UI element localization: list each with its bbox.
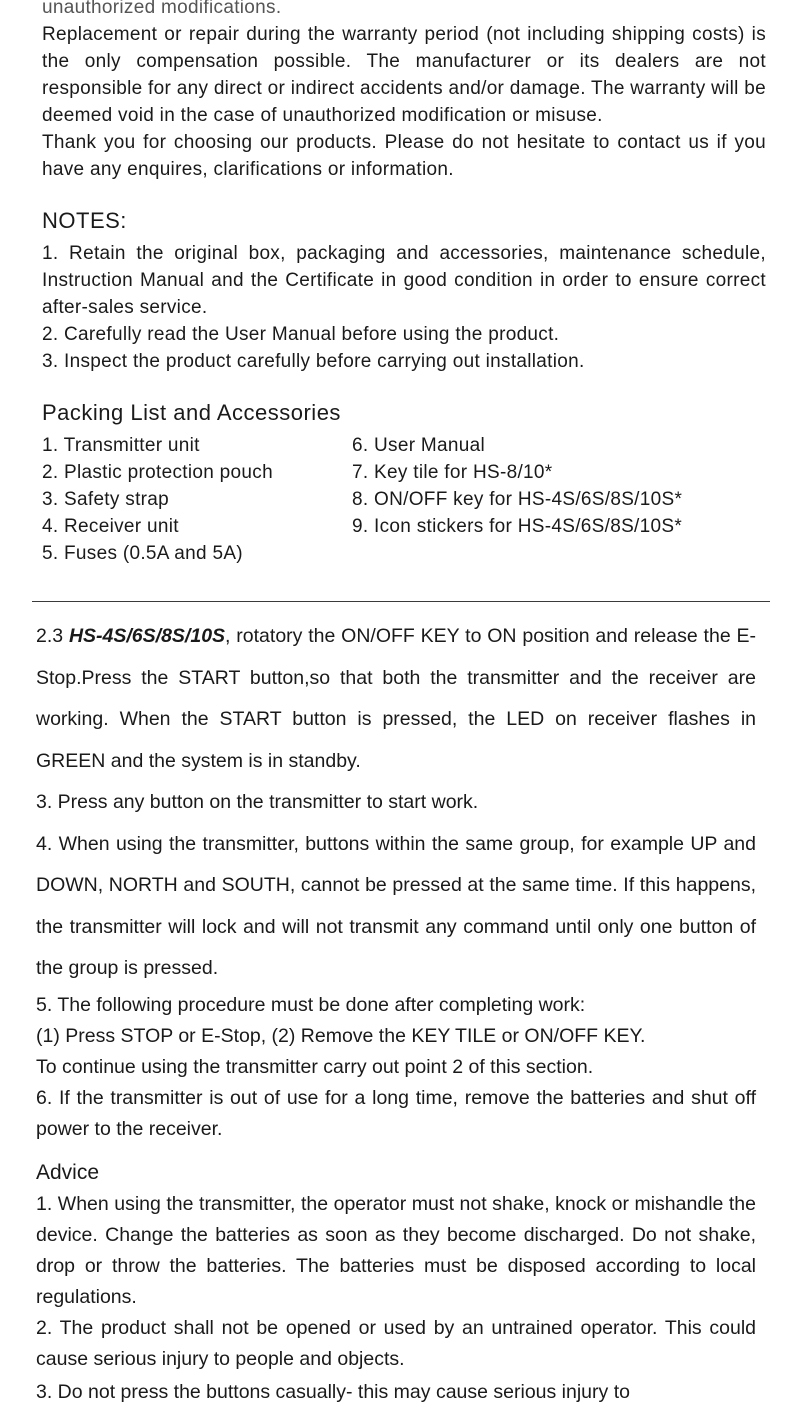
notes-list bbox=[42, 240, 766, 375]
advice-item: 1. When using the transmitter, the operator must not shake, knock or mishandle the device. Change the batteries as soon as they become discharged. Do not shake, drop or throw the batteries. The batteries must be disposed according to local regulations. bbox=[36, 1192, 756, 1308]
advice-item: 3. Do not press the buttons casually- this may cause serious injury to bbox=[36, 1380, 630, 1403]
packing-column-left bbox=[42, 432, 352, 567]
advice-item: 2. The product shall not be opened or used by an untrained operator. This could cause serious injury to people and objects. bbox=[36, 1316, 756, 1370]
advice-heading: Advice bbox=[36, 1160, 100, 1184]
packing-column-right bbox=[352, 432, 766, 567]
notes-heading: NOTES: bbox=[42, 208, 127, 233]
warranty-paragraph: Replacement or repair during the warranty period (not including shipping costs) is the only compensation possible. The manufacturer or its dealers are not responsible for any direct or indirect accidents and/or damage. The warranty will be deemed void in the case of unauthorized modification or misuse. bbox=[42, 24, 766, 126]
packing-item: 9. Icon stickers for HS-4S/6S/8S/10S* bbox=[352, 516, 683, 537]
packing-list bbox=[42, 432, 766, 567]
step-5-line: (1) Press STOP or E-Stop, (2) Remove the KEY TILE or ON/OFF KEY. bbox=[36, 1024, 646, 1047]
step-text: , rotatory the ON/OFF KEY to ON position and release the E-Stop.Press the START button,so that both the transmitter and the receiver are working. When the START button is pressed, the LED on receiver flashes in GREEN and the system is in standby. bbox=[36, 625, 756, 772]
step-2-3 bbox=[36, 616, 756, 782]
packing-heading: Packing List and Accessories bbox=[42, 400, 341, 425]
packing-item: 4. Receiver unit bbox=[42, 516, 179, 537]
step-number: 2.3 bbox=[36, 625, 69, 647]
packing-item: 1. Transmitter unit bbox=[42, 435, 200, 456]
packing-item: 2. Plastic protection pouch bbox=[42, 462, 273, 483]
section-divider bbox=[32, 601, 770, 602]
text-line: unauthorized modifications. bbox=[42, 0, 282, 18]
notes-item: 1. Retain the original box, packaging and accessories, maintenance schedule, Instruction Manual and the Certificate in good condition in order to ensure correct after-sales service. bbox=[42, 243, 766, 318]
step-3: 3. Press any button on the transmitter to start work. bbox=[36, 791, 479, 813]
warranty-section bbox=[42, 0, 766, 567]
notes-item: 2. Carefully read the User Manual before using the product. bbox=[42, 324, 560, 345]
operation-section bbox=[36, 616, 756, 1408]
model-name: HS-4S/6S/8S/10S bbox=[68, 625, 226, 647]
thanks-paragraph: Thank you for choosing our products. Please do not hesitate to contact us if you have any enquires, clarifications or information. bbox=[42, 132, 766, 180]
packing-item: 5. Fuses (0.5A and 5A) bbox=[42, 543, 243, 564]
step-4: 4. When using the transmitter, buttons within the same group, for example UP and DOWN, NORTH and SOUTH, cannot be pressed at the same time. If this happens, the transmitter will lock and will not transmit any command until only one button of the group is pressed. bbox=[36, 832, 756, 979]
packing-item: 6. User Manual bbox=[352, 435, 486, 456]
packing-item: 7. Key tile for HS-8/10* bbox=[352, 462, 553, 483]
step-5-line: To continue using the transmitter carry out point 2 of this section. bbox=[36, 1055, 594, 1078]
packing-item: 8. ON/OFF key for HS-4S/6S/8S/10S* bbox=[352, 489, 683, 510]
step-5-line: 5. The following procedure must be done after completing work: bbox=[36, 993, 586, 1016]
packing-item: 3. Safety strap bbox=[42, 489, 170, 510]
notes-item: 3. Inspect the product carefully before carrying out installation. bbox=[42, 351, 585, 372]
step-6: 6. If the transmitter is out of use for a long time, remove the batteries and shut off power to the receiver. bbox=[36, 1086, 756, 1140]
